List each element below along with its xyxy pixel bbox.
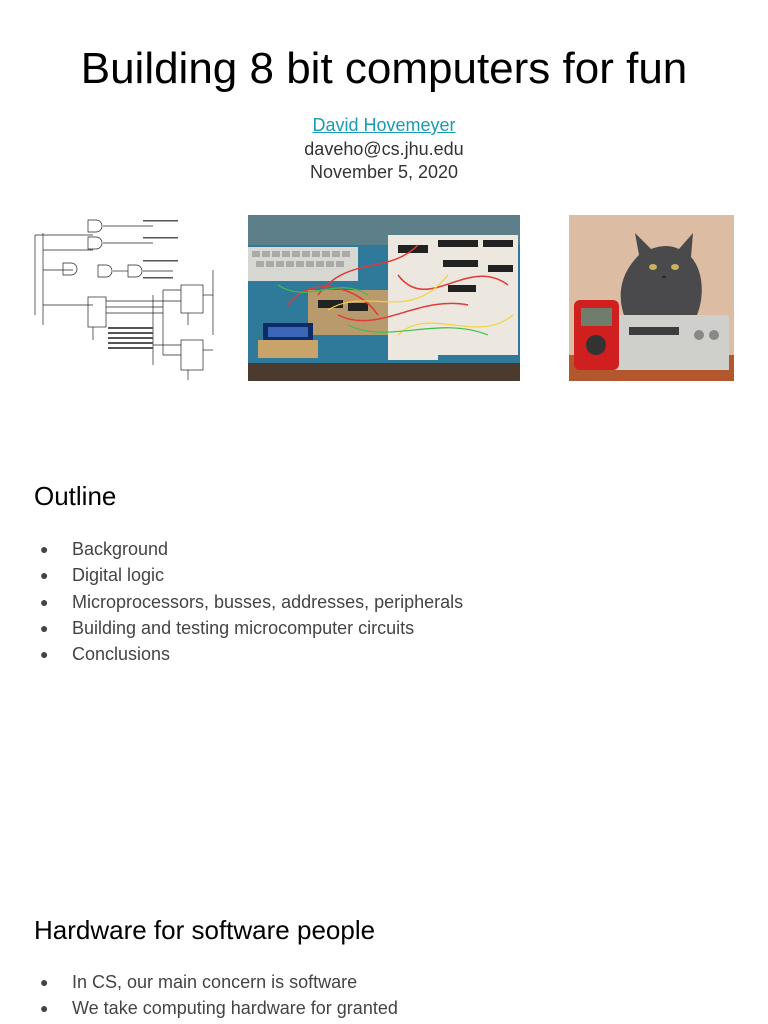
- list-item: ● We take computing hardware for granted: [0, 995, 398, 1021]
- schematic-image: [33, 215, 218, 381]
- presentation-date: November 5, 2020: [309, 162, 459, 182]
- author-email: daveho@cs.jhu.edu: [304, 139, 464, 159]
- author-link[interactable]: David Hovemeyer: [312, 115, 456, 135]
- outline-heading: Outline: [34, 481, 117, 511]
- title-slide: [0, 0, 768, 430]
- outline-list: [0, 536, 463, 667]
- outline-slide: [0, 455, 768, 875]
- list-item: ● Microprocessors, busses, addresses, peripherals: [0, 589, 463, 615]
- bullet-icon: ●: [40, 541, 49, 557]
- hardware-heading: Hardware for software people: [34, 915, 376, 945]
- hardware-slide: [0, 890, 768, 1024]
- bullet-icon: ●: [40, 593, 49, 610]
- bullet-icon: ●: [40, 974, 49, 990]
- slide-title: Building 8 bit computers for fun: [80, 44, 688, 93]
- list-item: ● Background: [0, 536, 463, 562]
- bullet-icon: ●: [40, 567, 49, 584]
- list-item: ● In CS, our main concern is software: [0, 969, 398, 995]
- hardware-list: [0, 969, 398, 1022]
- breadboard-photo: [248, 215, 520, 381]
- bullet-icon: ●: [40, 646, 49, 663]
- bullet-icon: ●: [40, 619, 49, 636]
- bullet-icon: ●: [40, 1000, 49, 1017]
- list-item: ● Building and testing microcomputer circuits: [0, 615, 463, 641]
- list-item: ● Digital logic: [0, 562, 463, 588]
- list-item: ● Conclusions: [0, 641, 463, 667]
- cat-photo: [569, 215, 734, 381]
